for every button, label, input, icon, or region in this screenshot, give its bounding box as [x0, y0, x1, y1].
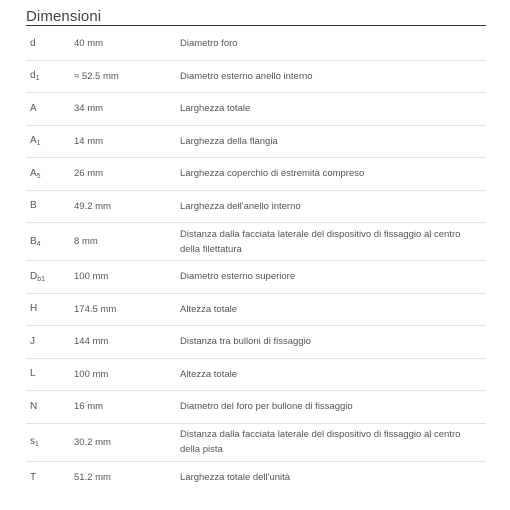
- dimension-description: Altezza totale: [180, 303, 238, 315]
- dimension-value: 100 mm: [74, 271, 109, 283]
- table-row: [26, 223, 486, 261]
- dimension-description: Distanza tra bulloni di fissaggio: [180, 336, 311, 348]
- dimension-value: 51.2 mm: [74, 472, 111, 484]
- dimension-value: 174.5 mm: [74, 303, 117, 315]
- dimensions-section: [26, 0, 486, 494]
- dimension-symbol: $B_4$: [30, 235, 41, 248]
- dimension-description: Larghezza totale: [180, 103, 251, 115]
- dimension-symbol: B: [30, 200, 37, 212]
- table-row: [26, 294, 486, 327]
- dimension-symbol: $s_1$: [30, 436, 39, 448]
- table-row: [26, 28, 486, 61]
- dimension-symbol: $A_1$: [30, 135, 41, 148]
- dimension-value: 100 mm: [74, 368, 109, 380]
- dimension-value: 34 mm: [74, 103, 104, 115]
- dimension-value: 8 mm: [74, 236, 98, 247]
- dimension-description: Larghezza coperchio di estremità compreso: [180, 168, 365, 180]
- dimension-symbol: $d_1$: [30, 70, 40, 83]
- dimension-symbol: $D_{b1}$: [30, 270, 46, 283]
- dimension-symbol: L: [30, 368, 36, 380]
- dimension-symbol: A: [30, 102, 37, 114]
- dimension-symbol: H: [30, 303, 38, 315]
- dimension-description: Larghezza della flangia: [180, 135, 278, 147]
- dimension-value: 14 mm: [74, 135, 104, 147]
- table-row: [26, 93, 486, 126]
- table-row: [26, 61, 486, 94]
- dimension-symbol: T: [30, 471, 37, 483]
- dimension-value: 16 mm: [74, 401, 104, 413]
- dimension-symbol: J: [30, 335, 35, 347]
- table-row: [26, 462, 486, 495]
- dimension-description: Diametro esterno superiore: [180, 271, 296, 283]
- dimension-description: Altezza totale: [180, 368, 238, 380]
- dimension-description: Larghezza dell'anello interno: [180, 200, 301, 212]
- dimension-symbol: $A_5$: [30, 167, 41, 180]
- dimension-symbol: N: [30, 400, 38, 412]
- dimension-value: 40 mm: [74, 38, 104, 50]
- dimension-description: Diametro foro: [180, 38, 238, 50]
- table-row: [26, 126, 486, 159]
- table-row: [26, 391, 486, 424]
- dimension-value: 49.2 mm: [74, 200, 111, 212]
- table-row: [26, 261, 486, 294]
- table-row: [26, 158, 486, 191]
- table-row: [26, 191, 486, 224]
- dimension-description: Larghezza totale dell'unità: [180, 472, 291, 484]
- table-row: [26, 359, 486, 392]
- dimension-symbol: d: [30, 37, 36, 49]
- dimension-description: Distanza dalla facciata laterale del dispositivo di fissaggio al centro della pista: [180, 429, 461, 455]
- section-title: Dimensioni: [26, 0, 486, 26]
- dimension-value: 144 mm: [74, 336, 109, 348]
- table-row: [26, 424, 486, 462]
- dimension-description: Diametro del foro per bullone di fissaggio: [180, 401, 353, 413]
- dimension-description: Diametro esterno anello interno: [180, 70, 313, 82]
- dimension-value: ≈ 52.5 mm: [74, 70, 119, 82]
- dimension-value: 30.2 mm: [74, 436, 111, 448]
- table-row: [26, 326, 486, 359]
- dimension-description: Distanza dalla facciata laterale del dispositivo di fissaggio al centro della filettatura: [180, 228, 461, 255]
- dimension-value: 26 mm: [74, 168, 104, 180]
